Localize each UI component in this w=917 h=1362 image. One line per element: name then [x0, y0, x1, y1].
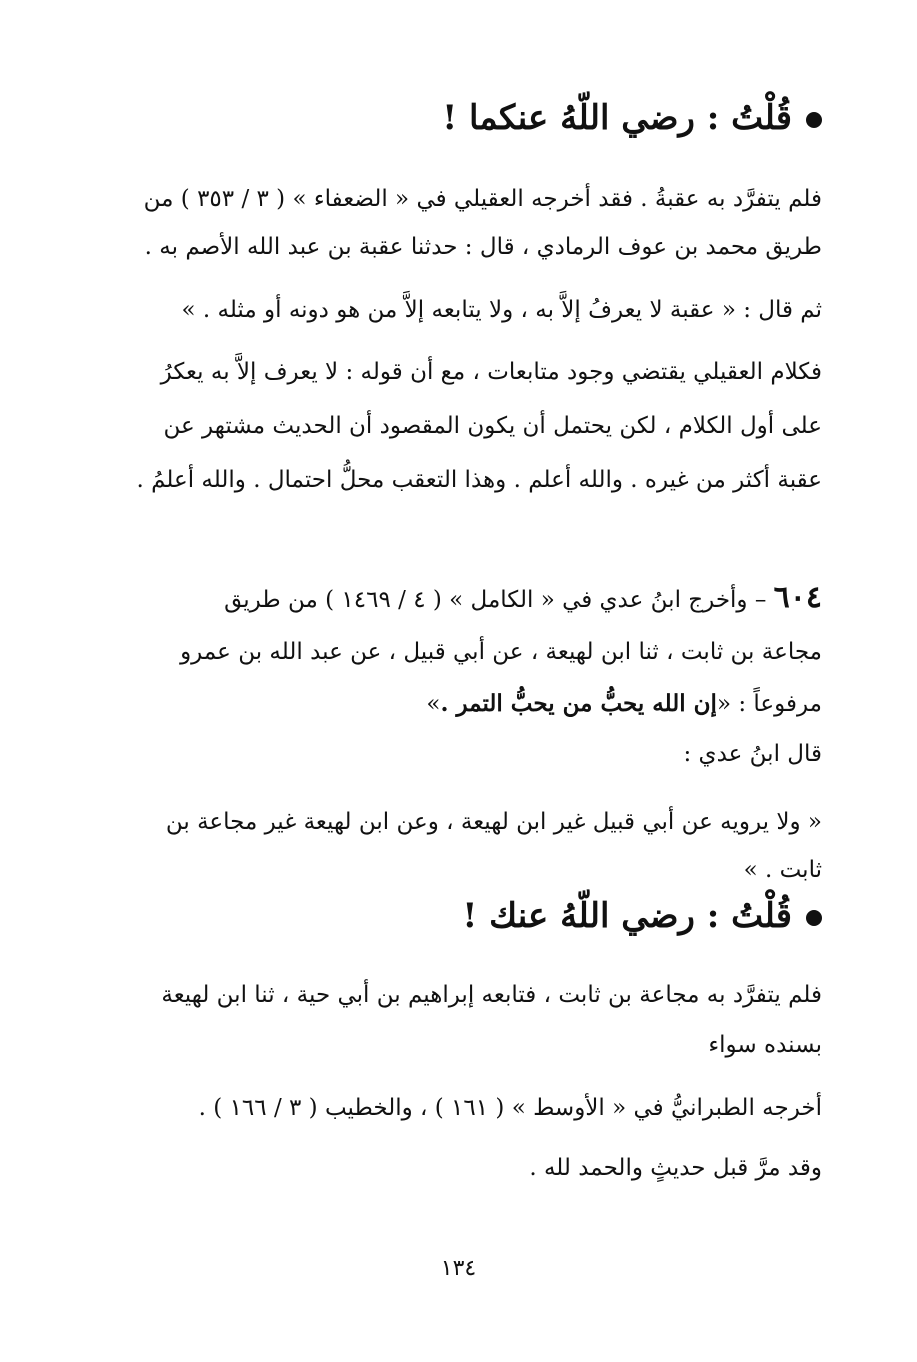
- page-number: ١٣٤: [440, 1256, 477, 1281]
- hadith-matn: إن الله يحبُّ من يحبُّ التمر .: [440, 690, 717, 717]
- text-line: طريق محمد بن عوف الرمادي ، قال : حدثنا عقبة بن عبد الله الأصم به .: [144, 234, 822, 260]
- text-line: بسنده سواء: [708, 1032, 822, 1058]
- hadith-number: ٦٠٤: [773, 580, 822, 615]
- section2-paragraph-2: [100, 1084, 822, 1132]
- text-line: فكلام العقيلي يقتضي وجود متابعات ، مع أن قوله : لا يعرف إلاَّ به يعكرُ: [160, 359, 822, 385]
- section1-heading-block: [100, 98, 822, 138]
- section1-paragraph-2: [100, 286, 822, 334]
- section2-paragraph-1: [100, 970, 822, 1070]
- section2-heading-text: قُلْتُ : رضي اللّهُ عنك !: [462, 896, 792, 936]
- hadith-entry: [100, 572, 822, 730]
- text-line: مجاعة بن ثابت ، ثنا ابن لهيعة ، عن أبي قبيل ، عن عبد الله بن عمرو: [180, 639, 822, 665]
- text-line: ثابت . »: [743, 857, 822, 883]
- bullet-icon: [806, 910, 822, 926]
- section1-paragraph-1: [100, 175, 822, 271]
- text-line: عقبة أكثر من غيره . والله أعلم . وهذا التعقب محلُّ احتمال . والله أعلمُ .: [136, 467, 822, 493]
- text-line: وقد مرَّ قبل حديثٍ والحمد لله .: [529, 1155, 822, 1181]
- text-line: فلم يتفرَّد به عقبةُ . فقد أخرجه العقيلي في « الضعفاء » ( ٣ / ٣٥٣ ) من: [143, 186, 822, 212]
- text-line: على أول الكلام ، لكن يحتمل أن يكون المقصود أن الحديث مشتهر عن: [163, 413, 822, 439]
- section2-heading: [100, 896, 822, 936]
- quote-close: »: [426, 691, 441, 717]
- text-line: قال ابنُ عدي :: [683, 741, 822, 767]
- bullet-icon: [806, 112, 822, 128]
- ibn-adi-quote: [100, 798, 822, 894]
- section2-heading-block: [100, 896, 822, 936]
- text-line: أخرجه الطبرانيُّ في « الأوسط » ( ١٦١ ) ، والخطيب ( ٣ / ١٦٦ ) .: [198, 1095, 822, 1121]
- text-line: ثم قال : « عقبة لا يعرفُ إلاَّ به ، ولا يتابعه إلاَّ من هو دونه أو مثله . »: [181, 297, 822, 323]
- ibn-adi-intro: [100, 730, 822, 778]
- section1-heading-text: قُلْتُ : رضي اللّهُ عنكما !: [442, 98, 792, 138]
- text-line: « ولا يرويه عن أبي قبيل غير ابن لهيعة ، وعن ابن لهيعة غير مجاعة بن: [165, 809, 822, 835]
- section1-heading: [100, 98, 822, 138]
- section2-paragraph-3: [100, 1144, 822, 1192]
- hadith-first-line: [100, 572, 822, 626]
- section1-paragraph-3: [100, 345, 822, 507]
- text-line: فلم يتفرَّد به مجاعة بن ثابت ، فتابعه إبراهيم بن أبي حية ، ثنا ابن لهيعة: [161, 982, 822, 1008]
- quote-open: مرفوعاً : «: [716, 691, 822, 717]
- hadith-line3: [100, 678, 822, 730]
- hadith-line1-text: – وأخرج ابنُ عدي في « الكامل » ( ٤ / ١٤٦٩ ) من طريق: [224, 587, 767, 613]
